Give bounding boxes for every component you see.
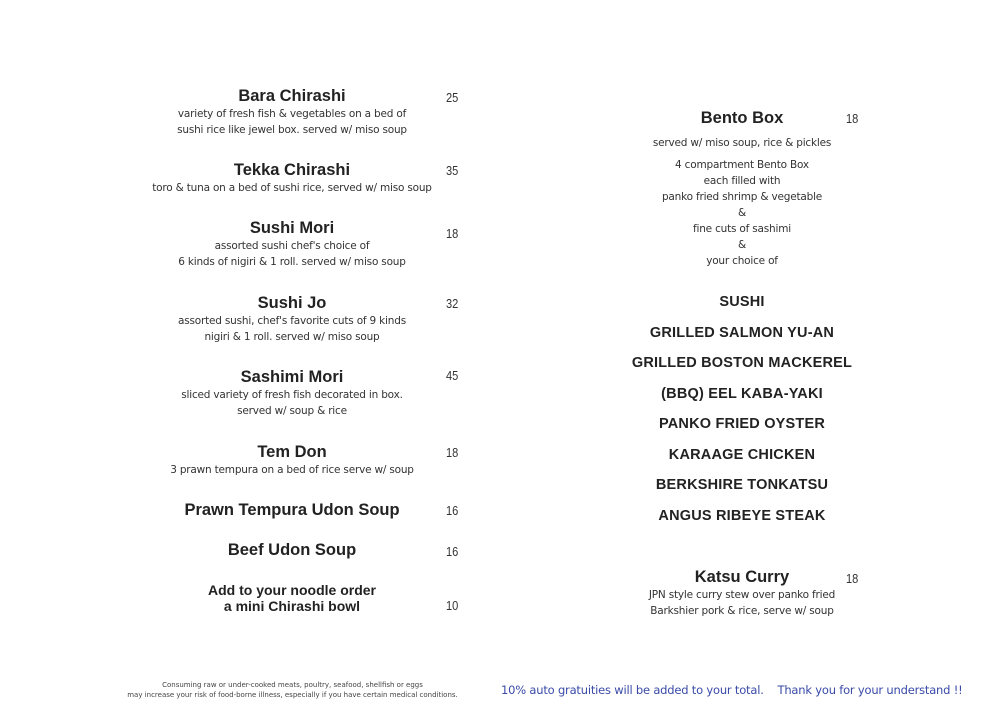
menu-item-sushi-jo bbox=[142, 293, 442, 345]
item-desc-line: variety of fresh fish & vegetables on a bed of bbox=[177, 108, 407, 120]
addon-line: Add to your noodle order bbox=[208, 582, 376, 598]
item-desc-line: sushi rice like jewel box. served w/ miso soup bbox=[177, 124, 407, 136]
bento-choice: GRILLED SALMON YU-AN bbox=[649, 325, 835, 341]
item-name: Bento Box bbox=[700, 109, 784, 127]
item-name: Sushi Jo bbox=[257, 294, 327, 312]
menu-item-sashimi-mori bbox=[142, 367, 442, 419]
menu-item-bento-box bbox=[600, 108, 884, 269]
bento-choice: BERKSHIRE TONKATSU bbox=[655, 477, 829, 493]
bento-choice: KARAAGE CHICKEN bbox=[668, 447, 816, 463]
item-price: 16 bbox=[446, 544, 459, 559]
item-desc-line: & bbox=[738, 239, 746, 251]
disclaimer-line: Consuming raw or under-cooked meats, poultry, seafood, shellfish or eggs bbox=[162, 681, 423, 689]
item-desc-line: 4 compartment Bento Box bbox=[675, 159, 809, 171]
addon-line: a mini Chirashi bowl bbox=[223, 598, 361, 614]
item-name: Beef Udon Soup bbox=[227, 541, 357, 559]
item-price: 18 bbox=[446, 445, 459, 460]
gratuity-notice: 10% auto gratuities will be added to your total. Thank you for your understand !! bbox=[501, 683, 963, 697]
item-name: Tekka Chirashi bbox=[233, 161, 351, 179]
bento-choice: (BBQ) EEL KABA-YAKI bbox=[661, 386, 823, 402]
bento-choice: PANKO FRIED OYSTER bbox=[658, 416, 826, 432]
item-price: 18 bbox=[446, 226, 459, 241]
disclaimer-line: may increase your risk of food-borne illness, especially if you have certain medical conditions. bbox=[127, 691, 458, 699]
item-desc-line: JPN style curry stew over panko fried bbox=[648, 589, 836, 601]
item-price: 32 bbox=[446, 296, 459, 311]
item-price: 35 bbox=[446, 163, 459, 178]
item-name: Prawn Tempura Udon Soup bbox=[184, 501, 400, 519]
item-name: Sushi Mori bbox=[249, 219, 335, 237]
item-desc-line: assorted sushi chef's choice of bbox=[214, 240, 370, 252]
item-name: Sashimi Mori bbox=[240, 368, 344, 386]
item-desc-line: your choice of bbox=[706, 255, 778, 267]
item-price: 25 bbox=[446, 90, 459, 105]
item-desc-line: Barkshier pork & rice, serve w/ soup bbox=[650, 605, 834, 617]
menu-item-tem-don bbox=[142, 442, 442, 478]
item-price: 16 bbox=[446, 503, 459, 518]
item-name: Katsu Curry bbox=[694, 568, 790, 586]
bento-choice: SUSHI bbox=[719, 294, 765, 310]
bento-subtitle: served w/ miso soup, rice & pickles bbox=[652, 137, 832, 149]
menu-item-tekka-chirashi bbox=[142, 160, 442, 196]
item-desc-line: each filled with bbox=[703, 175, 781, 187]
menu-item-bara-chirashi bbox=[142, 86, 442, 138]
menu-item-katsu-curry bbox=[600, 567, 884, 619]
item-price: 18 bbox=[846, 571, 859, 586]
item-price: 45 bbox=[446, 368, 459, 383]
item-desc-line: served w/ soup & rice bbox=[237, 405, 347, 417]
item-desc-line: fine cuts of sashimi bbox=[693, 223, 791, 235]
food-safety-disclaimer bbox=[100, 680, 485, 700]
bento-choice: ANGUS RIBEYE STEAK bbox=[658, 508, 826, 524]
item-desc-line: & bbox=[738, 207, 746, 219]
item-name: Tem Don bbox=[257, 443, 327, 461]
item-name: Bara Chirashi bbox=[238, 87, 346, 105]
item-desc-line: panko fried shrimp & vegetable bbox=[661, 191, 823, 203]
item-desc-line: 3 prawn tempura on a bed of rice serve w/ soup bbox=[170, 464, 414, 476]
item-desc-line: 6 kinds of nigiri & 1 roll. served w/ miso soup bbox=[178, 256, 406, 268]
menu-item-prawn-tempura-udon bbox=[142, 500, 442, 520]
item-desc-line: nigiri & 1 roll. served w/ miso soup bbox=[204, 331, 380, 343]
bento-choice: GRILLED BOSTON MACKEREL bbox=[631, 355, 853, 371]
menu-item-noodle-addon bbox=[142, 582, 442, 614]
item-price: 18 bbox=[846, 111, 859, 126]
item-desc-line: sliced variety of fresh fish decorated in box. bbox=[181, 389, 403, 401]
item-desc-line: assorted sushi, chef's favorite cuts of 9 kinds bbox=[178, 315, 406, 327]
item-price: 10 bbox=[446, 598, 459, 613]
menu-item-beef-udon bbox=[142, 540, 442, 560]
item-desc-line: toro & tuna on a bed of sushi rice, served w/ miso soup bbox=[152, 182, 432, 194]
menu-item-sushi-mori bbox=[142, 218, 442, 270]
